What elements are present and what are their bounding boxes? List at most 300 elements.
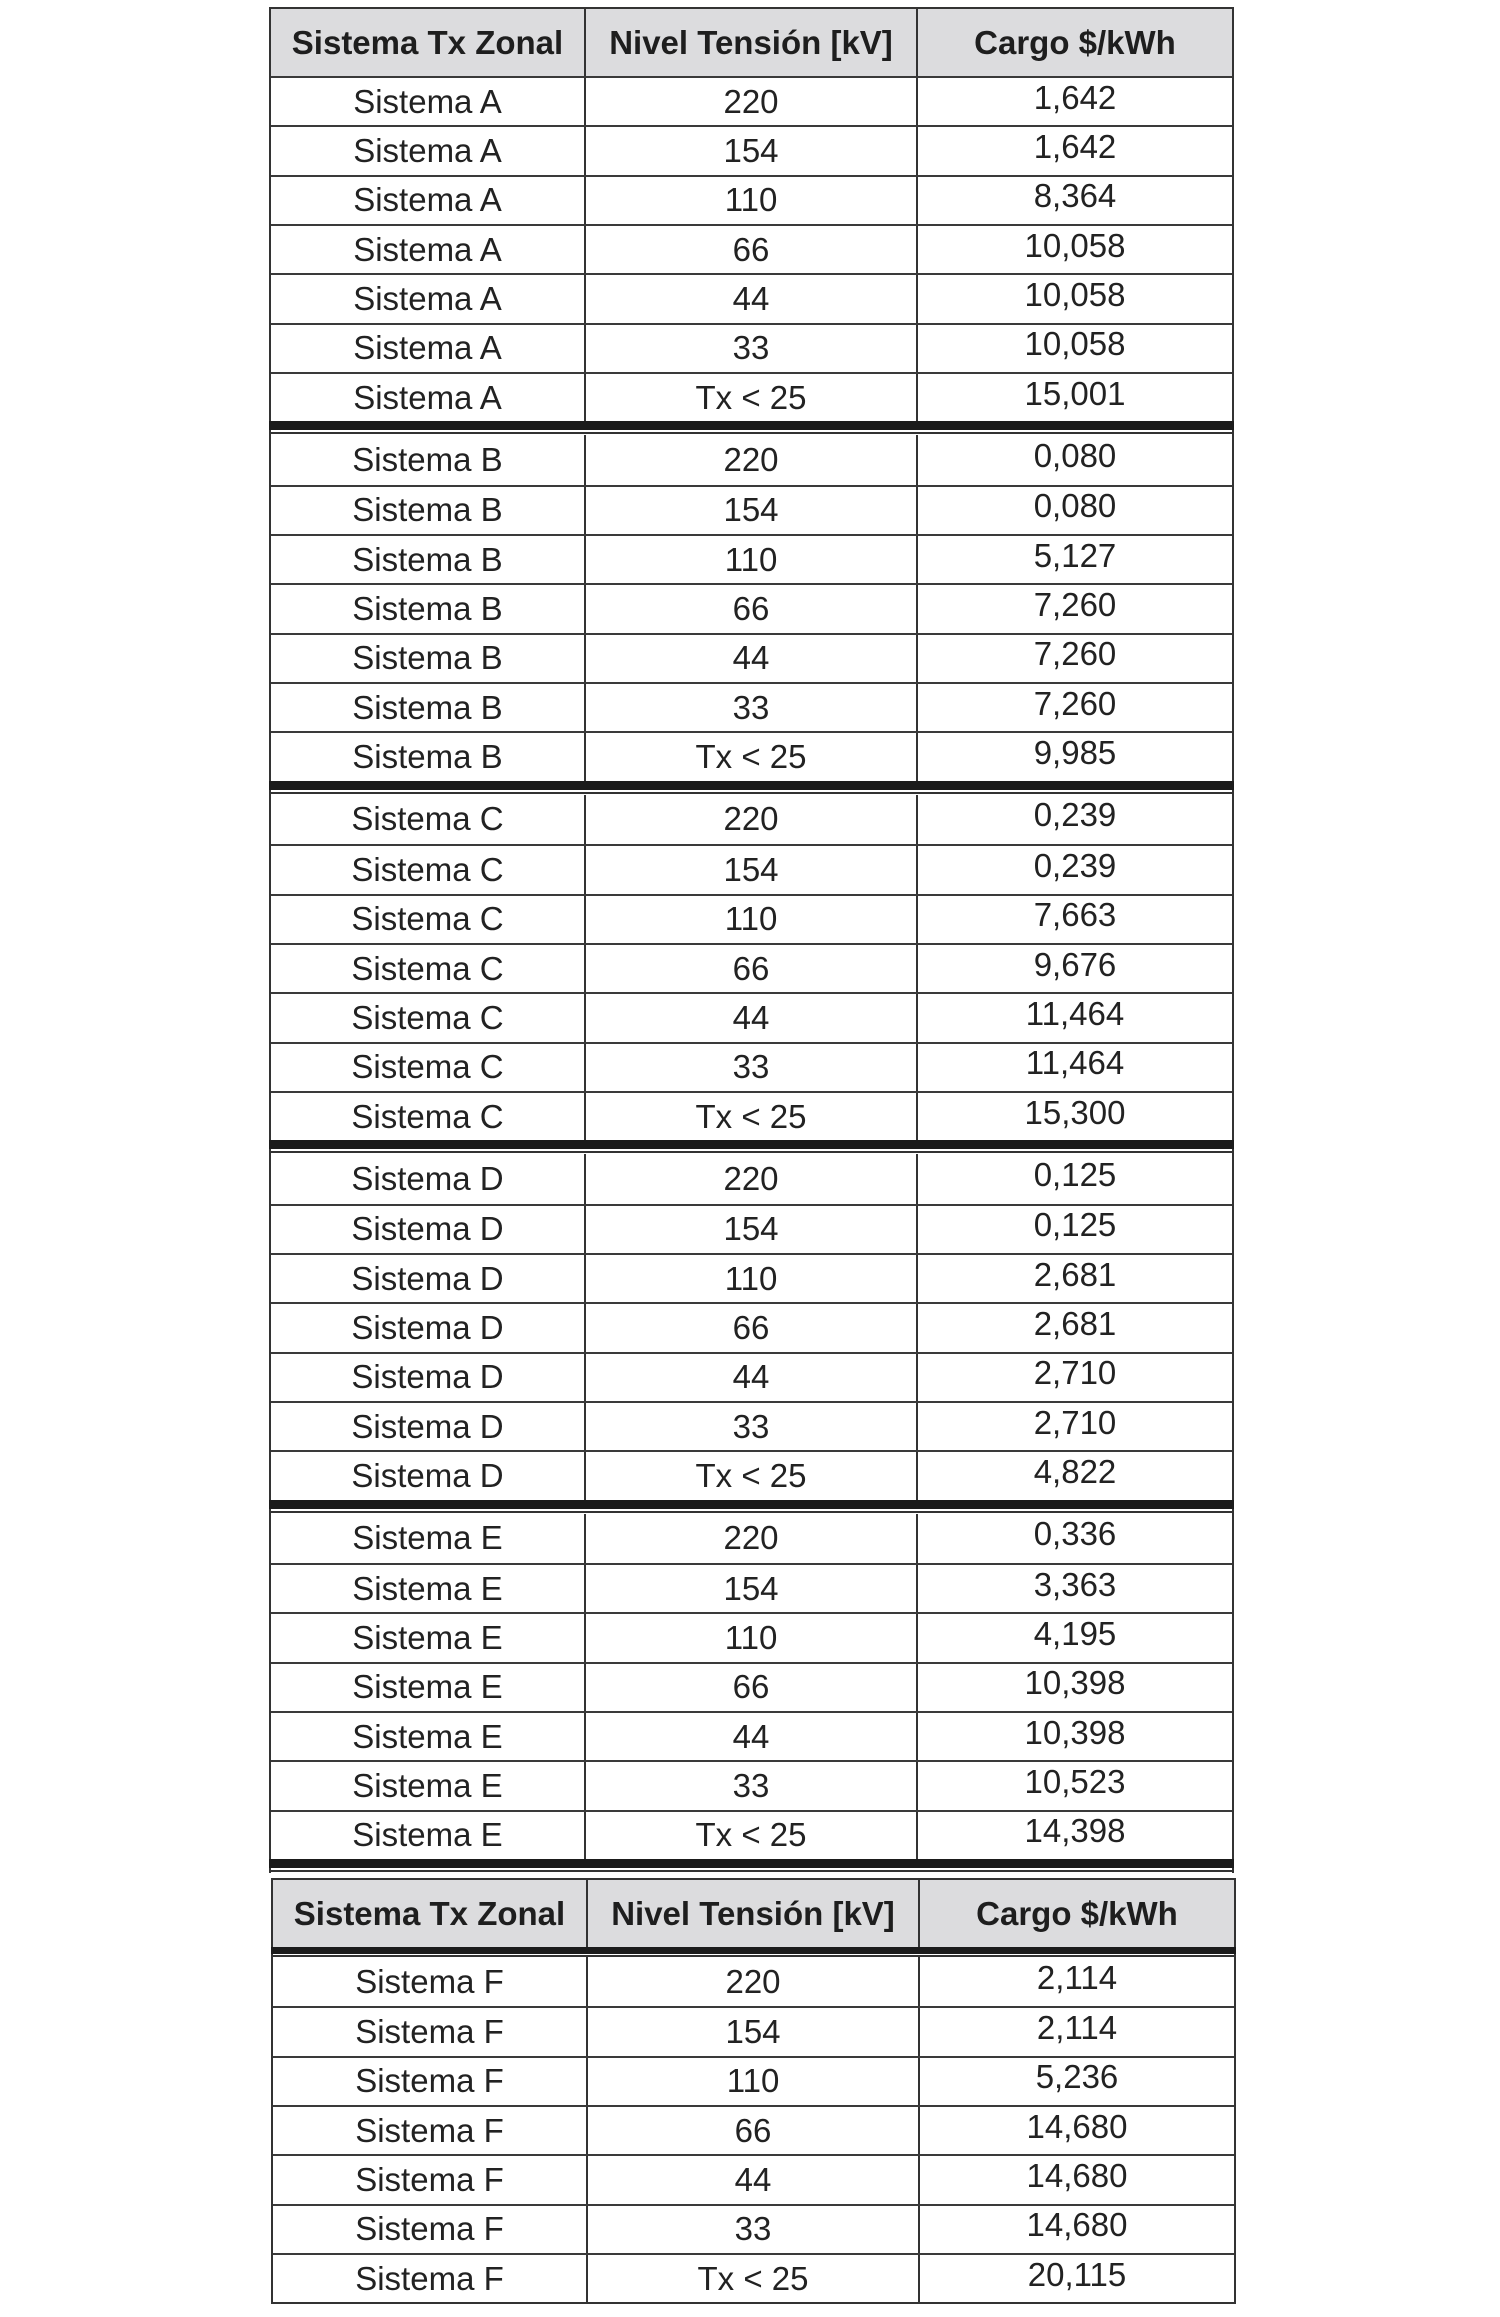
cell-cargo	[920, 2107, 1234, 2154]
cell-cargo	[920, 2156, 1234, 2203]
tariff-table-2	[271, 1878, 1236, 2304]
table-row	[271, 844, 1232, 893]
section-separator	[271, 1859, 1232, 1873]
cell-sistema-text: Sistema E	[352, 1569, 503, 1607]
table-body	[273, 1957, 1234, 2304]
cell-cargo	[918, 684, 1232, 731]
cell-cargo-text: 10,058	[1024, 226, 1126, 264]
cell-sistema	[271, 1565, 586, 1612]
cell-sistema-text: Sistema F	[355, 1962, 504, 2000]
cell-sistema	[271, 435, 586, 484]
cell-cargo	[918, 733, 1232, 780]
cell-sistema	[271, 945, 586, 992]
cell-sistema	[271, 684, 586, 731]
cell-sistema-text: Sistema C	[351, 1097, 504, 1135]
cell-sistema-text: Sistema C	[351, 1048, 504, 1086]
cell-nivel-tension	[586, 374, 918, 421]
cell-cargo-text: 20,115	[1027, 2255, 1127, 2293]
cell-sistema	[271, 994, 586, 1041]
cell-nivel-tension	[586, 1044, 918, 1091]
cell-sistema	[271, 846, 586, 893]
cell-cargo	[918, 1664, 1232, 1711]
cell-nivel-tension-text: Tx < 25	[697, 2259, 809, 2297]
cell-nivel-tension	[586, 733, 918, 780]
cell-sistema	[273, 2206, 588, 2253]
cell-cargo	[918, 1812, 1232, 1859]
cell-sistema	[273, 2255, 588, 2302]
table-row	[271, 1711, 1232, 1760]
table-row	[271, 1091, 1232, 1140]
table-row	[273, 1957, 1234, 2006]
cell-nivel-tension-text: 154	[723, 1569, 779, 1607]
cell-cargo-text: 15,300	[1024, 1093, 1126, 1131]
cell-cargo-text: 7,260	[1033, 684, 1117, 722]
section-separator	[271, 1500, 1232, 1514]
cell-cargo-text: 2,681	[1033, 1304, 1117, 1342]
cell-nivel-tension-text: 66	[732, 230, 770, 268]
cell-cargo-text: 0,080	[1033, 437, 1117, 475]
cell-sistema-text: Sistema B	[352, 590, 503, 628]
cell-sistema	[271, 795, 586, 844]
cell-cargo-text: 14,680	[1026, 2206, 1128, 2244]
cell-cargo-text: 14,680	[1026, 2157, 1128, 2195]
table-row	[271, 372, 1232, 421]
table-row	[273, 2105, 1234, 2154]
cell-cargo	[920, 2058, 1234, 2105]
cell-cargo-text: 10,058	[1024, 276, 1126, 314]
cell-nivel-tension	[588, 2156, 920, 2203]
cell-cargo-text: 9,985	[1033, 734, 1117, 772]
cell-cargo-text: 2,114	[1036, 2009, 1118, 2047]
cell-cargo	[918, 177, 1232, 224]
cell-nivel-tension	[586, 1304, 918, 1351]
cell-sistema	[271, 1255, 586, 1302]
cell-nivel-tension	[586, 994, 918, 1041]
cell-nivel-tension-text: 33	[732, 329, 770, 367]
cell-nivel-tension	[586, 177, 918, 224]
cell-sistema	[273, 2107, 588, 2154]
cell-nivel-tension-text: Tx < 25	[695, 1456, 807, 1494]
table-row	[271, 1042, 1232, 1091]
cell-cargo	[918, 1614, 1232, 1661]
table-row	[271, 1760, 1232, 1809]
table-section	[273, 1957, 1234, 2302]
cell-nivel-tension-text: 110	[724, 540, 778, 578]
cell-sistema	[271, 1664, 586, 1711]
cell-nivel-tension-text: 110	[724, 1618, 778, 1656]
cell-sistema	[271, 487, 586, 534]
cell-cargo-text: 0,080	[1033, 487, 1117, 525]
cell-cargo-text: 11,464	[1025, 994, 1125, 1032]
cell-nivel-tension	[586, 1812, 918, 1859]
cell-cargo-text: 4,195	[1033, 1614, 1117, 1652]
cell-nivel-tension-text: Tx < 25	[695, 378, 807, 416]
cell-cargo-text: 10,523	[1024, 1763, 1126, 1801]
cell-sistema-text: Sistema B	[352, 491, 503, 529]
cell-nivel-tension	[588, 2206, 920, 2253]
header-sistema: Sistema Tx Zonal	[273, 1880, 588, 1947]
cell-sistema	[271, 226, 586, 273]
cell-nivel-tension	[588, 1957, 920, 2006]
cell-cargo-text: 1,642	[1033, 78, 1117, 116]
cell-nivel-tension-text: 110	[724, 1259, 778, 1297]
cell-cargo-text: 5,127	[1033, 536, 1117, 574]
cell-nivel-tension-text: Tx < 25	[695, 738, 807, 776]
table-section	[271, 1514, 1232, 1859]
cell-cargo	[920, 1957, 1234, 2006]
cell-sistema	[271, 1304, 586, 1351]
header-cargo: Cargo $/kWh	[974, 23, 1176, 61]
cell-nivel-tension	[586, 78, 918, 125]
cell-cargo	[918, 1044, 1232, 1091]
cell-nivel-tension-text: 33	[734, 2210, 772, 2248]
cell-cargo-text: 0,125	[1033, 1155, 1117, 1193]
cell-cargo-text: 7,260	[1033, 586, 1117, 624]
table-header	[271, 7, 1232, 76]
cell-cargo-text: 7,663	[1033, 896, 1117, 934]
cell-nivel-tension-text: 66	[732, 949, 770, 987]
header-sistema: Sistema Tx Zonal	[271, 9, 586, 76]
table-row	[271, 175, 1232, 224]
cell-sistema-text: Sistema D	[351, 1358, 504, 1396]
cell-cargo-text: 0,239	[1033, 796, 1117, 834]
cell-cargo	[918, 127, 1232, 174]
table-row	[271, 76, 1232, 125]
cell-nivel-tension-text: 110	[724, 181, 778, 219]
cell-sistema	[271, 1206, 586, 1253]
cell-nivel-tension-text: 44	[732, 639, 770, 677]
cell-nivel-tension-text: 220	[723, 441, 779, 479]
cell-cargo	[918, 374, 1232, 421]
cell-sistema	[271, 1154, 586, 1203]
table-row	[271, 323, 1232, 372]
table-section	[271, 1154, 1232, 1499]
cell-nivel-tension-text: 220	[725, 1962, 781, 2000]
cell-cargo	[918, 795, 1232, 844]
table-row	[271, 583, 1232, 632]
cell-nivel-tension-text: 154	[725, 2013, 781, 2051]
cell-nivel-tension	[586, 1565, 918, 1612]
cell-cargo	[918, 1304, 1232, 1351]
table-bottom-border	[273, 2302, 1234, 2304]
cell-cargo	[920, 2206, 1234, 2253]
cell-sistema	[271, 585, 586, 632]
cell-nivel-tension	[586, 945, 918, 992]
cell-nivel-tension-text: 154	[723, 132, 779, 170]
section-separator	[271, 781, 1232, 795]
cell-sistema-text: Sistema E	[352, 1519, 503, 1557]
cell-cargo-text: 11,464	[1025, 1044, 1125, 1082]
cell-cargo-text: 7,260	[1033, 635, 1117, 673]
table-row	[271, 1302, 1232, 1351]
cell-sistema	[271, 127, 586, 174]
cell-nivel-tension-text: Tx < 25	[695, 1097, 807, 1135]
section-separator	[271, 1140, 1232, 1154]
cell-sistema-text: Sistema A	[353, 280, 502, 318]
cell-nivel-tension-text: 44	[732, 280, 770, 318]
cell-nivel-tension	[586, 1762, 918, 1809]
cell-cargo-text: 10,398	[1024, 1713, 1126, 1751]
cell-cargo-text: 10,398	[1024, 1664, 1126, 1702]
cell-sistema-text: Sistema E	[352, 1717, 503, 1755]
cell-sistema-text: Sistema D	[351, 1159, 504, 1197]
cell-sistema	[271, 325, 586, 372]
cell-nivel-tension-text: 44	[732, 1717, 770, 1755]
cell-cargo-text: 1,642	[1033, 128, 1117, 166]
cell-sistema-text: Sistema E	[352, 1668, 503, 1706]
table-row	[271, 224, 1232, 273]
cell-sistema-text: Sistema C	[351, 900, 504, 938]
cell-nivel-tension	[586, 1452, 918, 1499]
cell-nivel-tension-text: 66	[732, 1308, 770, 1346]
cell-nivel-tension-text: 110	[726, 2062, 780, 2100]
table-row	[271, 125, 1232, 174]
cell-cargo-text: 14,398	[1024, 1812, 1126, 1850]
cell-sistema-text: Sistema D	[351, 1407, 504, 1445]
cell-sistema-text: Sistema B	[352, 738, 503, 776]
cell-sistema	[271, 1354, 586, 1401]
cell-sistema	[271, 733, 586, 780]
cell-cargo-text: 10,058	[1024, 325, 1126, 363]
cell-nivel-tension	[586, 635, 918, 682]
table-row	[271, 682, 1232, 731]
cell-cargo	[918, 226, 1232, 273]
cell-nivel-tension	[588, 2008, 920, 2055]
cell-cargo-text: 0,336	[1033, 1515, 1117, 1553]
cell-sistema-text: Sistema A	[353, 329, 502, 367]
cell-nivel-tension-text: 220	[723, 1519, 779, 1557]
cell-cargo	[918, 536, 1232, 583]
table-row	[271, 795, 1232, 844]
cell-sistema-text: Sistema C	[351, 949, 504, 987]
table-section	[271, 76, 1232, 421]
cell-sistema	[271, 1812, 586, 1859]
cell-nivel-tension	[586, 536, 918, 583]
table-row	[271, 534, 1232, 583]
table-row	[273, 2006, 1234, 2055]
cell-nivel-tension	[586, 275, 918, 322]
cell-cargo	[918, 78, 1232, 125]
cell-cargo	[918, 1403, 1232, 1450]
cell-cargo	[918, 435, 1232, 484]
cell-nivel-tension	[586, 795, 918, 844]
cell-nivel-tension-text: 33	[732, 1767, 770, 1805]
cell-sistema-text: Sistema A	[353, 82, 502, 120]
cell-sistema	[273, 1957, 588, 2006]
cell-sistema	[271, 635, 586, 682]
cell-nivel-tension	[588, 2255, 920, 2302]
cell-nivel-tension-text: 44	[734, 2161, 772, 2199]
cell-sistema	[271, 1614, 586, 1661]
cell-nivel-tension	[586, 325, 918, 372]
table-row	[271, 1563, 1232, 1612]
cell-nivel-tension	[588, 2107, 920, 2154]
cell-sistema-text: Sistema E	[352, 1816, 503, 1854]
cell-nivel-tension-text: 33	[732, 688, 770, 726]
header-separator	[273, 1947, 1234, 1957]
cell-sistema-text: Sistema B	[352, 441, 503, 479]
cell-nivel-tension	[588, 2058, 920, 2105]
table-row	[271, 1253, 1232, 1302]
cell-cargo-text: 2,710	[1033, 1354, 1117, 1392]
cell-cargo	[918, 1565, 1232, 1612]
cell-nivel-tension	[586, 1403, 918, 1450]
cell-cargo	[920, 2255, 1234, 2302]
cell-sistema	[271, 536, 586, 583]
cell-sistema	[273, 2156, 588, 2203]
cell-cargo	[918, 635, 1232, 682]
header-nivel-tension: Nivel Tensión [kV]	[588, 1880, 920, 1947]
cell-nivel-tension	[586, 846, 918, 893]
cell-nivel-tension	[586, 1255, 918, 1302]
cell-sistema	[271, 177, 586, 224]
cell-sistema	[271, 896, 586, 943]
cell-cargo	[918, 1452, 1232, 1499]
cell-sistema-text: Sistema D	[351, 1259, 504, 1297]
cell-sistema-text: Sistema B	[352, 540, 503, 578]
cell-sistema-text: Sistema C	[351, 850, 504, 888]
cell-cargo-text: 2,114	[1036, 1958, 1118, 1996]
cell-nivel-tension-text: 33	[732, 1407, 770, 1445]
table-row	[271, 1662, 1232, 1711]
cell-sistema-text: Sistema B	[352, 688, 503, 726]
cell-sistema-text: Sistema C	[351, 998, 504, 1036]
cell-nivel-tension-text: 66	[732, 590, 770, 628]
table-header	[273, 1878, 1234, 1947]
cell-nivel-tension	[586, 1713, 918, 1760]
cell-cargo	[918, 1713, 1232, 1760]
table-row	[273, 2204, 1234, 2253]
cell-cargo	[918, 1255, 1232, 1302]
cell-cargo	[918, 1206, 1232, 1253]
cell-cargo	[918, 585, 1232, 632]
table-section	[271, 435, 1232, 780]
cell-cargo	[918, 1354, 1232, 1401]
cell-sistema-text: Sistema F	[355, 2013, 504, 2051]
table-row	[273, 2056, 1234, 2105]
cell-nivel-tension	[586, 487, 918, 534]
cell-nivel-tension	[586, 1354, 918, 1401]
cell-sistema-text: Sistema E	[352, 1767, 503, 1805]
table-row	[271, 731, 1232, 780]
cell-sistema	[273, 2058, 588, 2105]
cell-nivel-tension	[586, 1093, 918, 1140]
table-row	[273, 2154, 1234, 2203]
table-row	[271, 1810, 1232, 1859]
cell-nivel-tension	[586, 127, 918, 174]
table-row	[271, 435, 1232, 484]
table-row	[271, 1514, 1232, 1563]
cell-cargo-text: 3,363	[1033, 1565, 1117, 1603]
cell-cargo	[918, 275, 1232, 322]
cell-sistema-text: Sistema F	[355, 2062, 504, 2100]
cell-nivel-tension-text: Tx < 25	[695, 1816, 807, 1854]
cell-nivel-tension	[586, 1514, 918, 1563]
cell-cargo-text: 0,239	[1033, 846, 1117, 884]
cell-cargo-text: 4,822	[1033, 1452, 1117, 1490]
cell-nivel-tension-text: 154	[723, 491, 779, 529]
cell-sistema	[271, 1514, 586, 1563]
cell-sistema-text: Sistema B	[352, 639, 503, 677]
cell-nivel-tension-text: 66	[734, 2111, 772, 2149]
cell-sistema-text: Sistema F	[355, 2259, 504, 2297]
table-row	[273, 2253, 1234, 2302]
table-row	[271, 943, 1232, 992]
table-row	[271, 992, 1232, 1041]
cell-sistema-text: Sistema F	[355, 2210, 504, 2248]
cell-sistema	[271, 1093, 586, 1140]
cell-nivel-tension	[586, 1154, 918, 1203]
table-body	[271, 76, 1232, 1873]
cell-sistema	[271, 1762, 586, 1809]
cell-cargo	[918, 1154, 1232, 1203]
cell-nivel-tension	[586, 1614, 918, 1661]
cell-nivel-tension	[586, 226, 918, 273]
cell-cargo-text: 8,364	[1033, 177, 1117, 215]
cell-nivel-tension-text: 154	[723, 850, 779, 888]
cell-nivel-tension	[586, 896, 918, 943]
cell-nivel-tension-text: 220	[723, 800, 779, 838]
cell-sistema-text: Sistema A	[353, 378, 502, 416]
cell-nivel-tension	[586, 1664, 918, 1711]
table-row	[271, 1612, 1232, 1661]
cell-cargo	[918, 846, 1232, 893]
cell-cargo-text: 5,236	[1035, 2058, 1119, 2096]
cell-nivel-tension-text: 33	[732, 1048, 770, 1086]
cell-cargo	[918, 487, 1232, 534]
table-row	[271, 1450, 1232, 1499]
table-section	[271, 795, 1232, 1140]
cell-nivel-tension	[586, 1206, 918, 1253]
table-row	[271, 1154, 1232, 1203]
cell-sistema-text: Sistema F	[355, 2161, 504, 2199]
cell-cargo	[918, 945, 1232, 992]
cell-sistema-text: Sistema C	[351, 800, 504, 838]
table-row	[271, 273, 1232, 322]
cell-cargo	[918, 325, 1232, 372]
cell-nivel-tension	[586, 684, 918, 731]
cell-sistema	[273, 2008, 588, 2055]
cell-cargo-text: 15,001	[1024, 374, 1126, 412]
table-row	[271, 1204, 1232, 1253]
cell-cargo-text: 14,680	[1026, 2107, 1128, 2145]
cell-sistema-text: Sistema D	[351, 1456, 504, 1494]
cell-cargo	[918, 896, 1232, 943]
table-row	[271, 633, 1232, 682]
cell-nivel-tension-text: 220	[723, 82, 779, 120]
cell-sistema	[271, 78, 586, 125]
tariff-table-1	[269, 7, 1234, 1873]
cell-cargo-text: 2,681	[1033, 1255, 1117, 1293]
cell-sistema-text: Sistema D	[351, 1210, 504, 1248]
cell-nivel-tension	[586, 435, 918, 484]
table-row	[271, 894, 1232, 943]
cell-nivel-tension-text: 154	[723, 1210, 779, 1248]
table-row	[271, 1352, 1232, 1401]
cell-sistema-text: Sistema D	[351, 1308, 504, 1346]
cell-sistema	[271, 374, 586, 421]
cell-nivel-tension	[586, 585, 918, 632]
section-separator	[271, 421, 1232, 435]
cell-sistema	[271, 1403, 586, 1450]
cell-nivel-tension-text: 220	[723, 1159, 779, 1197]
cell-sistema	[271, 275, 586, 322]
cell-sistema	[271, 1044, 586, 1091]
cell-cargo-text: 0,125	[1033, 1206, 1117, 1244]
cell-cargo	[918, 994, 1232, 1041]
cell-nivel-tension-text: 44	[732, 998, 770, 1036]
cell-sistema	[271, 1713, 586, 1760]
